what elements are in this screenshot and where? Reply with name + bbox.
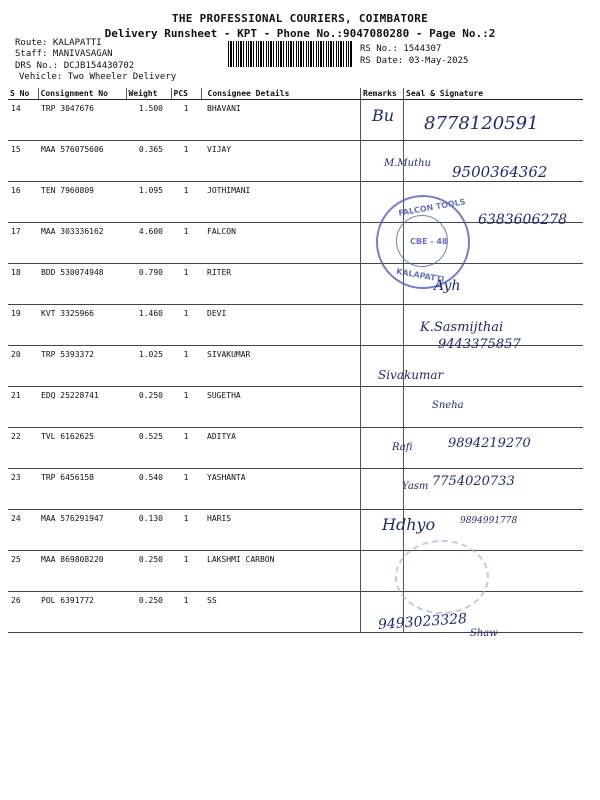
table-header-row (8, 88, 583, 100)
barcode (228, 41, 353, 67)
row-consignee: SS (201, 592, 361, 633)
row-weight: 0.525 (126, 428, 171, 469)
row-remarks (361, 387, 404, 428)
row-weight: 0.540 (126, 469, 171, 510)
row-pcs: 1 (171, 141, 201, 182)
row-pcs: 1 (171, 387, 201, 428)
row-pcs: 1 (171, 592, 201, 633)
row-sno: 25 (8, 551, 38, 592)
signature-21: Sneha (432, 400, 464, 411)
row-weight: 1.095 (126, 182, 171, 223)
row-consignment: POL 6391772 (38, 592, 126, 633)
row-consignee: YASHANTA (201, 469, 361, 510)
row-pcs: 1 (171, 510, 201, 551)
row-consignment: TRP 3047676 (38, 100, 126, 141)
row-consignee: DEVI (201, 305, 361, 346)
row-sno: 14 (8, 100, 38, 141)
row-pcs: 1 (171, 182, 201, 223)
row-remarks (361, 469, 404, 510)
row-consignee: VIJAY (201, 141, 361, 182)
row-consignment: BDD 530074948 (38, 264, 126, 305)
rs-number: RS No.: 1544307 (360, 44, 442, 54)
staff-text: Staff: MANIVASAGAN (15, 49, 113, 59)
row-sno: 24 (8, 510, 38, 551)
company-title: THE PROFESSIONAL COURIERS, COIMBATORE (171, 12, 429, 25)
row-signature (404, 387, 584, 428)
signature-26: Shaw (470, 628, 498, 639)
phone-22: 9894219270 (448, 436, 531, 451)
row-consignee: HARIS (201, 510, 361, 551)
row-consignee: LAKSHMI CARBON (201, 551, 361, 592)
signature-22: Rafi (392, 442, 413, 453)
rs-date: RS Date: 03-May-2025 (360, 56, 469, 66)
row-sno: 15 (8, 141, 38, 182)
row-consignment: TEN 7960809 (38, 182, 126, 223)
row-weight: 0.130 (126, 510, 171, 551)
col-header-remarks: Remarks (361, 88, 404, 100)
signature-18: Ayh (434, 278, 461, 294)
row-weight: 4.600 (126, 223, 171, 264)
row-sno: 21 (8, 387, 38, 428)
col-header-sno: S No (8, 88, 38, 100)
table-row (8, 264, 583, 305)
route-text: Route: KALAPATTI (15, 38, 102, 48)
signature-24: Hdhyo (382, 515, 436, 534)
row-consignment: MAA 576075606 (38, 141, 126, 182)
table-row (8, 551, 583, 592)
row-consignee: SIVAKUMAR (201, 346, 361, 387)
phone-26: 9493023328 (377, 610, 468, 634)
phone-14: 8778120591 (424, 113, 539, 134)
signature-23: Yasm (402, 481, 429, 492)
faint-stamp (395, 540, 489, 614)
col-header-pcs: PCS (171, 88, 201, 100)
row-consignment: MAA 303336162 (38, 223, 126, 264)
col-header-signature: Seal & Signature (404, 88, 584, 100)
runsheet-subtitle: Delivery Runsheet - KPT - Phone No.:9047080280 - Page No.:2 (104, 27, 496, 40)
row-pcs: 1 (171, 469, 201, 510)
row-weight: 0.250 (126, 592, 171, 633)
signature-15: M.Muthu (384, 158, 431, 169)
row-weight: 0.250 (126, 387, 171, 428)
row-consignee: JOTHIMANI (201, 182, 361, 223)
row-consignment: MAA 576291947 (38, 510, 126, 551)
row-sno: 20 (8, 346, 38, 387)
row-pcs: 1 (171, 223, 201, 264)
phone-15: 9500364362 (452, 163, 548, 181)
row-consignment: EDQ 25228741 (38, 387, 126, 428)
row-weight: 0.365 (126, 141, 171, 182)
row-consignment: KVT 3325966 (38, 305, 126, 346)
phone-19: 9443375857 (438, 337, 521, 352)
row-consignee: BHAVANI (201, 100, 361, 141)
table-row (8, 223, 583, 264)
row-sno: 22 (8, 428, 38, 469)
col-header-consignee: Consignee Details (201, 88, 361, 100)
drs-text: DRS No.: DCJB154430702 (15, 61, 135, 71)
stamp-mid-text: CBE - 48 (410, 237, 448, 246)
signature-14: Bu (372, 106, 395, 125)
row-pcs: 1 (171, 428, 201, 469)
phone-17: 6383606278 (478, 212, 568, 228)
row-sno: 16 (8, 182, 38, 223)
row-pcs: 1 (171, 551, 201, 592)
phone-24: 9894991778 (460, 516, 518, 526)
row-pcs: 1 (171, 305, 201, 346)
row-remarks (361, 305, 404, 346)
col-header-weight: Weight (126, 88, 171, 100)
row-weight: 1.025 (126, 346, 171, 387)
row-consignee: RITER (201, 264, 361, 305)
stamp-bottom-text: KALAPATTI (395, 266, 445, 285)
row-consignment: MAA 869808220 (38, 551, 126, 592)
row-consignment: TRP 6456158 (38, 469, 126, 510)
row-weight: 1.460 (126, 305, 171, 346)
row-consignment: TVL 6162625 (38, 428, 126, 469)
vehicle-text: Vehicle: Two Wheeler Delivery (19, 72, 177, 82)
row-consignee: SUGETHA (201, 387, 361, 428)
signature-19: K.Sasmijthai (420, 320, 504, 335)
row-pcs: 1 (171, 100, 201, 141)
row-pcs: 1 (171, 264, 201, 305)
table-row (8, 592, 583, 633)
row-sno: 18 (8, 264, 38, 305)
row-weight: 0.790 (126, 264, 171, 305)
table-row (8, 387, 583, 428)
row-sno: 23 (8, 469, 38, 510)
row-consignee: FALCON (201, 223, 361, 264)
row-sno: 19 (8, 305, 38, 346)
row-consignment: TRP 5393372 (38, 346, 126, 387)
row-weight: 1.500 (126, 100, 171, 141)
row-weight: 0.250 (126, 551, 171, 592)
row-pcs: 1 (171, 346, 201, 387)
signature-20: Sivakumar (378, 368, 444, 382)
col-header-consignment: Consignment No (38, 88, 126, 100)
stamp-top-text: FALCON TOOLS (397, 197, 467, 218)
row-consignee: ADITYA (201, 428, 361, 469)
phone-23: 7754020733 (432, 474, 515, 489)
row-sno: 26 (8, 592, 38, 633)
row-sno: 17 (8, 223, 38, 264)
company-seal-stamp (376, 195, 470, 289)
